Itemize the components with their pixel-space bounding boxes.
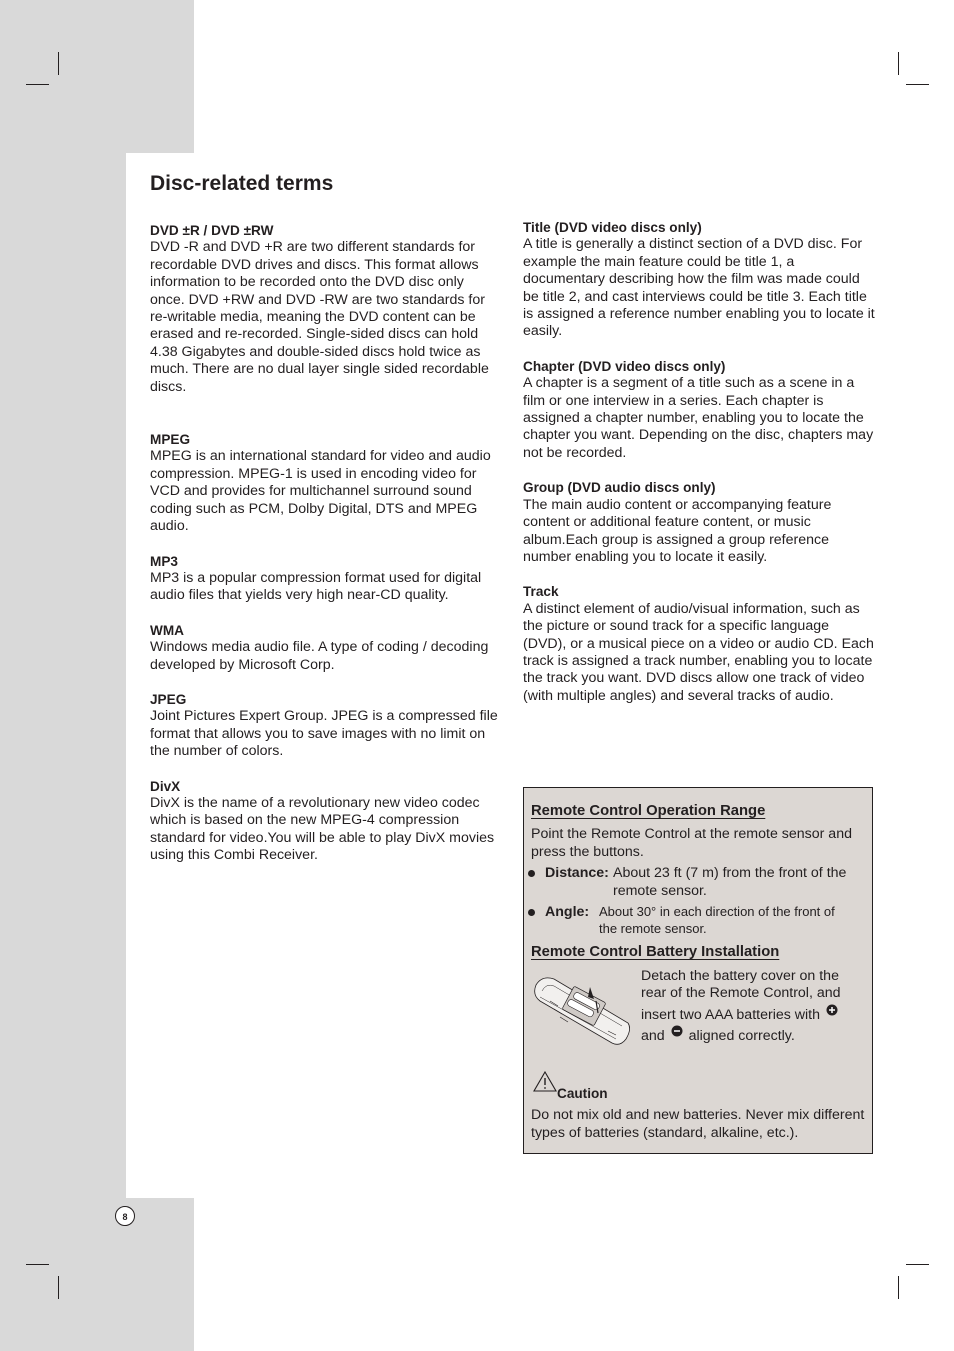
right-column [523,219,875,705]
left-column [150,222,502,865]
page-number: 8 [115,1206,135,1226]
crop-mark [898,52,899,75]
remote-control-illustration [532,971,632,1051]
term-body: Joint Pictures Expert Group. JPEG is a compressed file format that allows you to save images with no limit on the number of colors. [150,708,498,760]
term-body: Windows media audio file. A type of coding / decoding developed by Microsoft Corp. [150,639,489,673]
term-track [523,583,875,705]
angle-text-2: the remote sensor. [599,921,707,936]
term-body: The main audio content or accompanying feature content or additional feature content, or music album.Each group is assigned a group reference number enabling you to locate it easily. [523,496,832,565]
range-intro: Point the Remote Control at the remote sensor and press the buttons. [531,826,852,860]
page-margin-top [0,0,194,153]
battery-heading: Remote Control Battery Installation [531,944,780,960]
term-body: MP3 is a popular compression format used for digital audio files that yields very high near-CD quality. [150,569,482,604]
angle-label: Angle: [545,904,590,920]
term-heading: JPEG [150,691,187,707]
crop-mark [898,1276,899,1299]
term-chapter [523,358,875,462]
term-jpeg [150,691,502,761]
battery-line-4-row [641,1025,866,1045]
term-heading: MP3 [150,553,178,569]
term-heading: WMA [150,622,184,638]
term-title [523,219,875,341]
term-heading: Track [523,584,559,600]
angle-text-1: About 30° in each direction of the front of [599,904,835,919]
battery-line-4-post: aligned correctly. [688,1028,795,1044]
term-body: A title is generally a distinct section of a DVD disc. For example the main feature could be title 1, a documentary describing how the film was made could be title 2, and cast interviews could be title 3. Each title is assigned a reference number enabling you to locate it easily. [523,236,875,340]
caution-text: Do not mix old and new batteries. Never mix different types of batteries (standard, alkaline, etc.). [531,1107,865,1141]
distance-text-2: remote sensor. [613,883,707,899]
term-body: A chapter is a segment of a title such as a scene in a film or one interview in a series. Each chapter is assigned a chapter number, enabling you to locate the chapter you want. Depending on the disc, chapters may not be recorded. [523,375,874,461]
term-body: A distinct element of audio/visual information, such as the picture or sound track for a specific language (DVD), or a musical piece on a video or audio CD. Each track is assigned a track number, enabling you to locate the track you want. DVD discs allow one track of video (with multiple angles) and several tracks of audio. [523,600,874,704]
crop-mark [906,1264,929,1265]
warning-triangle-icon [533,1071,557,1092]
term-body: MPEG is an international standard for video and audio compression. MPEG-1 is used in encoding video for VCD and provides for multichannel surround sound coding such as PCM, Dolby Digital, DTS and MPEG audio. [150,448,491,535]
page-margin-left [0,153,126,1198]
battery-line-3: insert two AAA batteries with [641,1007,821,1023]
battery-line-4-pre: and [641,1028,665,1044]
crop-mark [906,84,929,85]
term-body: DivX is the name of a revolutionary new video codec which is based on the new MPEG-4 compression standard for video.You will be able to play DivX movies using this Combi Receiver. [150,794,495,864]
battery-line-1: Detach the battery cover on the [641,968,839,984]
plus-circle-icon [826,1004,838,1016]
page-margin-bottom [0,1198,194,1351]
caution-label: Caution [557,1086,608,1101]
crop-mark [26,1264,49,1265]
bullet-icon [528,870,535,877]
term-heading: DivX [150,778,181,794]
term-divx [150,778,502,865]
term-mp3 [150,553,502,605]
crop-mark [26,84,49,85]
battery-line-2: rear of the Remote Control, and [641,985,841,1001]
bullet-icon [528,909,535,916]
distance-label: Distance: [545,865,609,881]
term-heading: MPEG [150,432,191,448]
term-wma [150,622,502,674]
term-group [523,479,875,566]
page-title: Disc-related terms [150,172,334,195]
distance-text-1: About 23 ft (7 m) from the front of the [613,865,847,881]
term-body: DVD -R and DVD +R are two different standards for recordable DVD drives and discs. This format allows information to be recorded onto the DVD disc only once. DVD +RW and DVD -RW are two standards for re-writable media, meaning the DVD content can be erased and re-recorded. Single-sided discs can hold 4.38 Gigabytes and double-sided discs hold twice as much. There are no dual layer single sided recordable discs. [150,239,489,395]
term-heading: DVD ±R / DVD ±RW [150,223,274,238]
remote-control-info-box [523,787,873,1154]
battery-line-3-row [641,1004,866,1024]
term-heading: Title (DVD video discs only) [523,220,702,235]
term-mpeg [150,431,502,535]
term-dvd-r [150,222,502,396]
crop-mark [58,52,59,75]
range-heading: Remote Control Operation Range [531,803,766,819]
minus-circle-icon [671,1025,683,1037]
term-heading: Group (DVD audio discs only) [523,480,716,496]
term-heading: Chapter (DVD video discs only) [523,358,726,374]
crop-mark [58,1276,59,1299]
